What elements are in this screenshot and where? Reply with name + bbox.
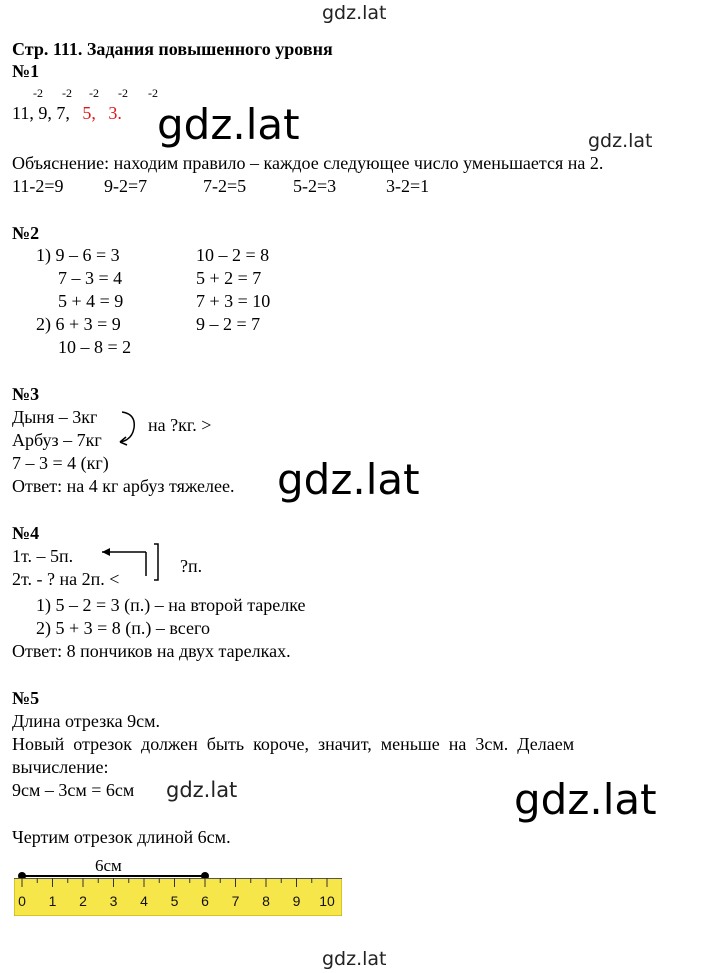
task1-calc: 7-2=5 <box>203 176 247 196</box>
task4-number: №4 <box>12 523 40 543</box>
task1-answer-2: 3. <box>108 103 122 123</box>
watermark-large-2: gdz.lat <box>277 455 420 504</box>
watermark-right: gdz.lat <box>588 130 653 152</box>
task3-calc: 7 – 3 = 4 (кг) <box>12 453 109 473</box>
task3-compare: на ?кг. > <box>148 415 212 435</box>
task1-calc: 3-2=1 <box>386 176 430 196</box>
ruler <box>14 878 342 916</box>
task5-number: №5 <box>12 688 40 708</box>
task4-total: ?п. <box>180 556 203 576</box>
task5-line2: Новый отрезок должен быть короче, значит, меньше на 3см. Делаем <box>12 734 575 754</box>
task2-expr: 1) 9 – 6 = 3 <box>36 245 120 265</box>
watermark-large-1: gdz.lat <box>157 100 300 149</box>
task4-line2: 2т. - ? на 2п. < <box>12 569 120 589</box>
task1-diff: -2 <box>33 86 43 100</box>
ruler-tick-label: 9 <box>292 893 301 909</box>
task2-expr: 10 – 8 = 2 <box>58 337 132 357</box>
ruler-tick-label: 2 <box>79 893 87 909</box>
task4-step1: 1) 5 – 2 = 3 (п.) – на второй тарелке <box>36 595 306 615</box>
watermark-bottom: gdz.lat <box>322 948 387 970</box>
task2-expr: 2) 6 + 3 = 9 <box>36 314 121 334</box>
task1-diff: -2 <box>62 86 72 100</box>
task1-diff: -2 <box>118 86 128 100</box>
task3-number: №3 <box>12 384 40 404</box>
task2-expr: 7 + 3 = 10 <box>196 291 271 311</box>
task1-answer-1: 5, <box>82 103 96 123</box>
ruler-tick-label: 7 <box>231 893 240 909</box>
task1-number: №1 <box>12 61 40 81</box>
task2-expr: 9 – 2 = 7 <box>196 314 261 334</box>
task1-calc: 11-2=9 <box>12 176 64 196</box>
task2-expr: 5 + 4 = 9 <box>58 291 124 311</box>
task1-diff: -2 <box>89 86 99 100</box>
ruler-tick-label: 10 <box>319 893 335 909</box>
segment-label: 6см <box>95 856 122 875</box>
ruler-tick-label: 6 <box>201 893 209 909</box>
task2-expr: 10 – 2 = 8 <box>196 245 270 265</box>
watermark-top: gdz.lat <box>322 2 387 24</box>
ruler-tick-label: 3 <box>109 893 118 909</box>
task1-sequence <box>12 102 122 124</box>
task1-explanation: Объяснение: находим правило – каждое следующее число уменьшается на 2. <box>12 153 604 173</box>
task3-line1: Дыня – 3кг <box>12 407 98 427</box>
task4-step2: 2) 5 + 3 = 8 (п.) – всего <box>36 618 210 638</box>
task1-calc: 5-2=3 <box>293 176 337 196</box>
task2-expr: 7 – 3 = 4 <box>58 268 123 288</box>
task5-calc: 9см – 3см = 6см <box>12 780 135 800</box>
task1-diff: -2 <box>148 86 158 100</box>
ruler-graphic <box>14 878 342 916</box>
watermark-mid: gdz.lat <box>166 778 238 802</box>
task5-line3: вычисление: <box>12 757 109 777</box>
task5-draw: Чертим отрезок длиной 6см. <box>12 827 231 847</box>
task5-line1: Длина отрезка 9см. <box>12 711 161 731</box>
ruler-tick-label: 5 <box>170 893 179 909</box>
task2-expr: 5 + 2 = 7 <box>196 268 262 288</box>
task4-answer: Ответ: 8 пончиков на двух тарелках. <box>12 641 291 661</box>
ruler-tick-label: 0 <box>18 893 26 909</box>
ruler-tick-label: 8 <box>262 893 270 909</box>
task3-line2: Арбуз – 7кг <box>12 430 102 450</box>
page-title: Стр. 111. Задания повышенного уровня <box>12 39 333 59</box>
task4-line1: 1т. – 5п. <box>12 546 74 566</box>
ruler-tick-label: 1 <box>48 893 57 909</box>
task1-calc: 9-2=7 <box>104 176 148 196</box>
ruler-tick-label: 4 <box>140 893 148 909</box>
watermark-large-3: gdz.lat <box>514 775 657 824</box>
task3-answer: Ответ: на 4 кг арбуз тяжелее. <box>12 476 235 496</box>
task1-sequence-given: 11, 9, 7, <box>12 103 70 123</box>
task2-number: №2 <box>12 223 40 243</box>
task3-compare-arrow-icon <box>116 406 140 448</box>
